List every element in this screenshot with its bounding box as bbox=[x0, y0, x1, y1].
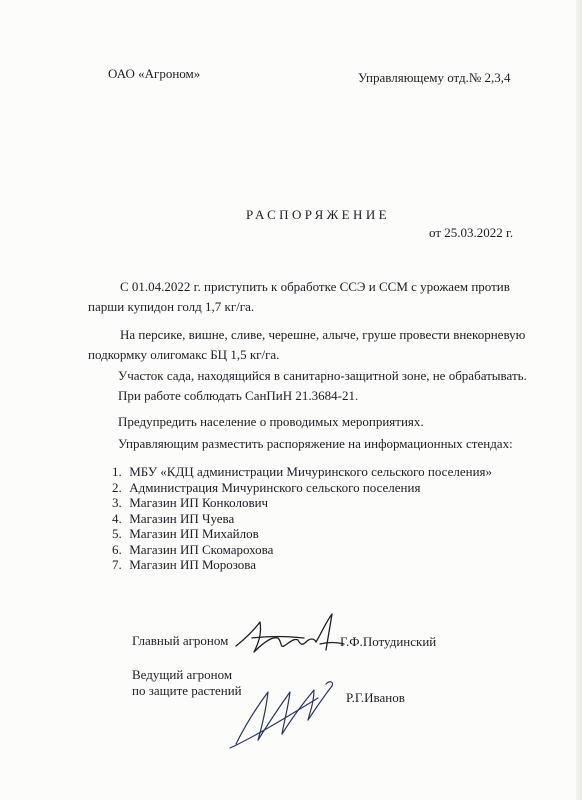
list-item-number: 2. bbox=[112, 479, 122, 495]
addressee: Управляющему отд.№ 2,3,4 bbox=[358, 70, 511, 85]
list-item bbox=[112, 557, 492, 573]
list-item-number: 7. bbox=[112, 557, 122, 572]
paragraph-2-line-2: подкормку олигомакс БЦ 1,5 кг/га. bbox=[88, 347, 280, 362]
list-item-number: 1. bbox=[112, 464, 122, 479]
chief-agronomist-name: Г.Ф.Потудинский bbox=[340, 634, 437, 649]
list-item-text: Магазин ИП Морозова bbox=[129, 557, 257, 572]
document-title: РАСПОРЯЖЕНИЕ bbox=[246, 207, 390, 222]
paragraph-4: При работе соблюдать СанПиН 21.3684-21. bbox=[118, 388, 359, 403]
lead-agronomist-label-line-2: по защите растений bbox=[132, 683, 242, 698]
list-item bbox=[112, 480, 492, 496]
list-item-text: Администрация Мичуринского сельского поселения bbox=[129, 479, 421, 495]
list-item-number: 5. bbox=[112, 526, 122, 541]
list-item-number: 6. bbox=[112, 541, 122, 557]
document-date: от 25.03.2022 г. bbox=[429, 225, 514, 240]
list-item-text: МБУ «КДЦ администрации Мичуринского сельского поселения» bbox=[129, 464, 493, 479]
list-item-text: Магазин ИП Скомарохова bbox=[129, 541, 274, 557]
page-edge bbox=[576, 0, 582, 800]
lead-agronomist-name: Р.Г.Иванов bbox=[346, 690, 405, 705]
lead-agronomist-label-line-1: Ведущий агроном bbox=[132, 667, 233, 682]
list-item bbox=[112, 495, 492, 511]
paragraph-2-line-1: На персике, вишне, сливе, черешне, алыче, груше провести внекорневую bbox=[120, 327, 526, 342]
paragraph-6: Управляющим разместить распоряжение на информационных стендах: bbox=[118, 436, 513, 451]
chief-signature-image bbox=[232, 608, 350, 660]
list-item-text: Магазин ИП Чуева bbox=[129, 510, 235, 526]
list-item-number: 3. bbox=[112, 495, 122, 510]
list-item-text: Магазин ИП Михайлов bbox=[129, 526, 259, 541]
list-item-text: Магазин ИП Конколович bbox=[129, 495, 269, 510]
paragraph-1-line-1: С 01.04.2022 г. приступить к обработке ССЭ и ССМ с урожаем против bbox=[120, 279, 510, 294]
chief-agronomist-label: Главный агроном bbox=[132, 633, 229, 648]
list-item bbox=[112, 542, 492, 558]
list-item bbox=[112, 464, 492, 480]
paragraph-3: Участок сада, находящийся в санитарно-защитной зоне, не обрабатывать. bbox=[118, 368, 527, 383]
organization-name: ОАО «Агроном» bbox=[108, 66, 201, 81]
stand-list bbox=[112, 464, 492, 573]
list-item bbox=[112, 511, 492, 527]
list-item-number: 4. bbox=[112, 510, 122, 526]
list-item bbox=[112, 526, 492, 542]
lead-signature-image bbox=[222, 668, 342, 752]
paragraph-1-line-2: парши купидон голд 1,7 кг/га. bbox=[88, 299, 255, 314]
paragraph-5: Предупредить население о проводимых мероприятиях. bbox=[118, 414, 424, 429]
